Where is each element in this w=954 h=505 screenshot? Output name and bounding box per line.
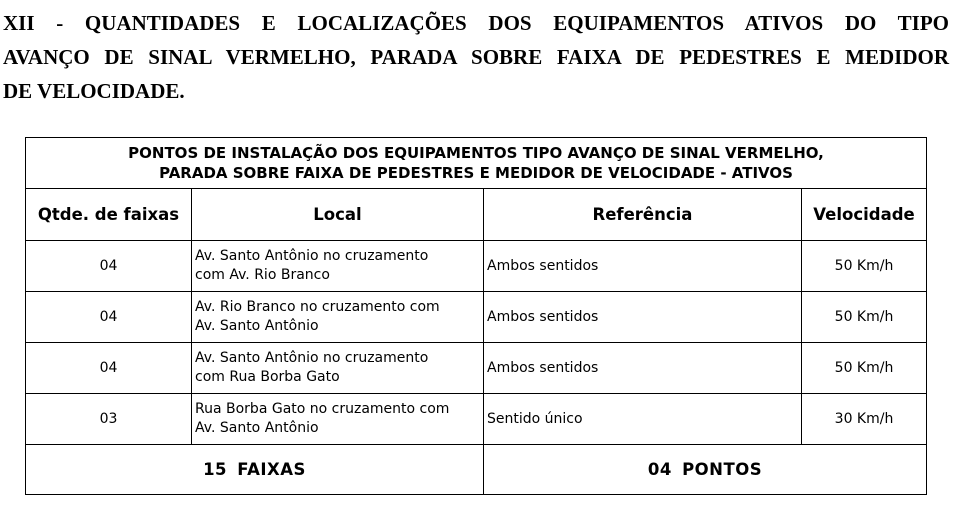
cell-qtd: 03 (26, 394, 192, 445)
table-total-row (26, 445, 927, 495)
table-title-line-2: PARADA SOBRE FAIXA DE PEDESTRES E MEDIDOR DE VELOCIDADE - ATIVOS (159, 164, 793, 182)
table-title-line-1: PONTOS DE INSTALAÇÃO DOS EQUIPAMENTOS TIPO AVANÇO DE SINAL VERMELHO, (128, 144, 824, 162)
table-title (26, 138, 927, 189)
cell-local (192, 241, 484, 292)
column-header-qtd: Qtde. de faixas (26, 189, 192, 241)
equipment-table (25, 137, 927, 495)
cell-local-line-2: Av. Santo Antônio (195, 318, 319, 334)
cell-qtd: 04 (26, 241, 192, 292)
cell-velocidade: 50 Km/h (802, 292, 927, 343)
cell-local-line-2: com Rua Borba Gato (195, 369, 340, 385)
column-header-local: Local (192, 189, 484, 241)
cell-qtd: 04 (26, 292, 192, 343)
total-faixas: 15 FAIXAS (26, 445, 484, 495)
column-header-referencia: Referência (484, 189, 802, 241)
cell-local-line-1: Av. Rio Branco no cruzamento com (195, 299, 440, 315)
cell-local-line-2: com Av. Rio Branco (195, 267, 330, 283)
cell-referencia: Sentido único (484, 394, 802, 445)
total-pontos: 04 PONTOS (484, 445, 927, 495)
section-heading-line-1: XII - QUANTIDADES E LOCALIZAÇÕES DOS EQUIPAMENTOS ATIVOS DO TIPO (3, 11, 949, 35)
column-header-velocidade: Velocidade (802, 189, 927, 241)
cell-referencia: Ambos sentidos (484, 241, 802, 292)
cell-referencia: Ambos sentidos (484, 292, 802, 343)
table-row (26, 394, 927, 445)
cell-local-line-2: Av. Santo Antônio (195, 420, 319, 436)
table-row (26, 343, 927, 394)
table-row (26, 241, 927, 292)
cell-local-line-1: Av. Santo Antônio no cruzamento (195, 248, 429, 264)
cell-velocidade: 30 Km/h (802, 394, 927, 445)
cell-velocidade: 50 Km/h (802, 343, 927, 394)
cell-local-line-1: Rua Borba Gato no cruzamento com (195, 401, 450, 417)
section-heading-line-2: AVANÇO DE SINAL VERMELHO, PARADA SOBRE FAIXA DE PEDESTRES E MEDIDOR (3, 45, 949, 69)
section-heading (3, 6, 949, 108)
cell-local-line-1: Av. Santo Antônio no cruzamento (195, 350, 429, 366)
section-heading-line-3: DE VELOCIDADE. (3, 79, 185, 103)
cell-referencia: Ambos sentidos (484, 343, 802, 394)
cell-qtd: 04 (26, 343, 192, 394)
cell-local (192, 394, 484, 445)
table-row (26, 292, 927, 343)
cell-velocidade: 50 Km/h (802, 241, 927, 292)
cell-local (192, 343, 484, 394)
cell-local (192, 292, 484, 343)
